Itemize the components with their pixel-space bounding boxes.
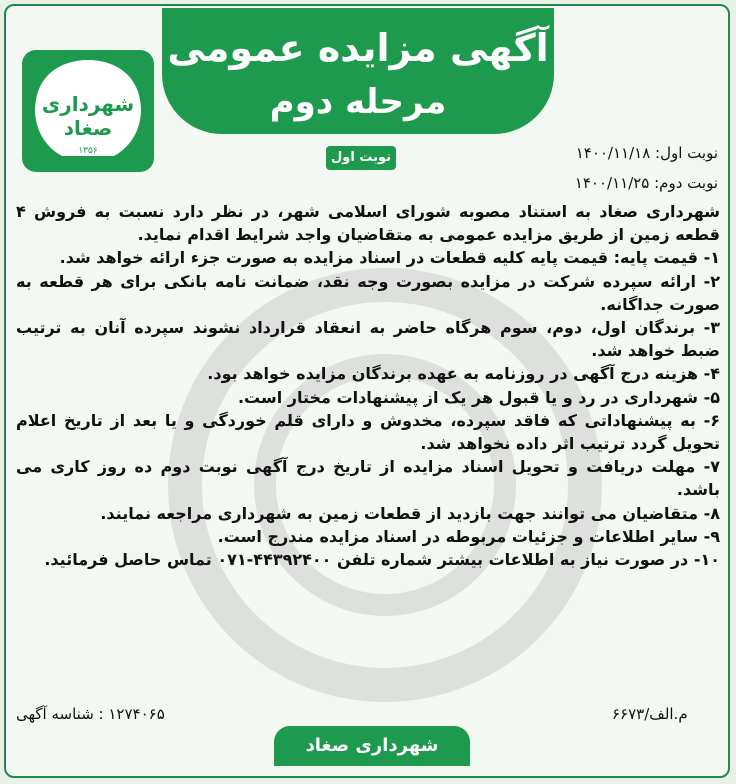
condition-item: ۹- سایر اطلاعات و جزئیات مربوطه در اسناد مزایده مندرج است. — [217, 526, 720, 546]
reference-number: م.الف/۶۶۷۳ — [612, 705, 688, 723]
condition-item: ۲- ارائه سپرده شرکت در مزایده بصورت وجه نقد، ضمانت نامه بانکی برای هر قطعه به صورت جداگانه. — [16, 271, 720, 314]
condition-item: ۴- هزینه درج آگهی در روزنامه به عهده برندگان مزایده خواهد بود. — [207, 364, 720, 384]
condition-item: ۸- متقاضیان می توانند جهت بازدید از قطعات زمین به شهرداری مراجعه نمایند. — [100, 503, 720, 523]
round-badge: نوبت اول — [326, 146, 396, 170]
condition-item: ۳- برندگان اول، دوم، سوم هرگاه حاضر به انعقاد قرارداد نشوند سپرده آنان به ترتیب ضبط خواهد شد. — [16, 318, 720, 361]
issuer-signature: شهرداری صغاد — [274, 726, 470, 766]
condition-item: ۶- به پیشنهاداتی که فاقد سپرده، مخدوش و دارای قلم خوردگی و یا بعد از تاریخ اعلام تحویل گردد ترتیب اثر داده نخواهد شد. — [16, 410, 720, 454]
notice-title: آگهی مزایده عمومی — [167, 26, 549, 70]
condition-item: ۱- قیمت پایه: قیمت پایه کلیه قطعات در اسناد مزایده به صورت جزء ارائه خواهد شد. — [59, 248, 720, 268]
first-date: نوبت اول: ۱۴۰۰/۱۱/۱۸ — [575, 144, 718, 162]
publication-dates — [538, 138, 718, 198]
notice-body — [16, 200, 720, 684]
intro-paragraph: شهرداری صغاد به استناد مصوبه شورای اسلامی شهر، در نظر دارد نسبت به فروش ۴ قطعه زمین از طریق مزایده عمومی به متقاضیان واجد شرایط اقدام نماید. — [16, 202, 720, 245]
second-date: نوبت دوم: ۱۴۰۰/۱۱/۲۵ — [574, 174, 718, 192]
condition-item: ۱۰- در صورت نیاز به اطلاعات بیشتر شماره تلفن ۴۴۳۹۲۴۰۰-۰۷۱ تماس حاصل فرمائید. — [44, 550, 720, 570]
ad-id: ۱۲۷۴۰۶۵ : شناسه آگهی — [16, 705, 165, 723]
logo-name: شهرداری صغاد — [41, 92, 135, 140]
condition-item: ۷- مهلت دریافت و تحویل اسناد مزایده از تاریخ درج آگهی نوبت دوم ده روز کاری می باشد. — [16, 457, 720, 500]
notice-subtitle: مرحله دوم — [269, 82, 447, 122]
municipality-logo — [22, 50, 154, 172]
logo-year: ۱۳۵۶ — [78, 146, 98, 156]
condition-item: ۵- شهرداری در رد و یا قبول هر یک از پیشنهادات مختار است. — [237, 387, 720, 407]
title-banner — [162, 8, 554, 134]
